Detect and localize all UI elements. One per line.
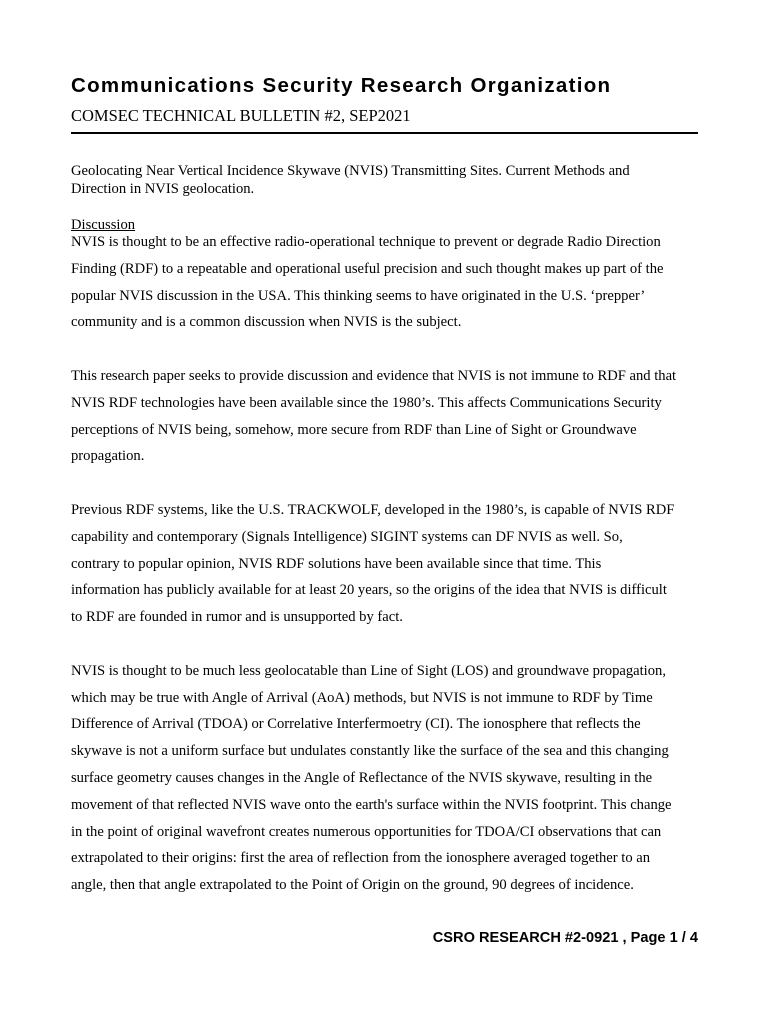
paragraph-line: NVIS is thought to be much less geolocatable than Line of Sight (LOS) and groundwave propagation, (71, 662, 666, 679)
paragraph-line: capability and contemporary (Signals Intelligence) SIGINT systems can DF NVIS as well. So, (71, 528, 623, 545)
header-divider (71, 132, 698, 134)
paragraph-line: contrary to popular opinion, NVIS RDF solutions have been available since that time. This (71, 555, 602, 572)
section-heading: Discussion (71, 217, 136, 233)
paragraph-line: Previous RDF systems, like the U.S. TRACKWOLF, developed in the 1980’s, is capable of NVIS RDF (71, 501, 675, 518)
bulletin-subtitle: COMSEC TECHNICAL BULLETIN #2, SEP2021 (71, 106, 411, 125)
paragraph-line: in the point of original wavefront creates numerous opportunities for TDOA/CI observations that can (71, 823, 662, 840)
paragraph-line: Difference of Arrival (TDOA) or Correlative Interfermoetry (CI). The ionosphere that reflects the (71, 716, 641, 733)
page-footer: CSRO RESEARCH #2-0921 , Page 1 / 4 (432, 930, 698, 946)
paragraph-line: surface geometry causes changes in the Angle of Reflectance of the NVIS skywave, resulting in the (71, 769, 653, 786)
paragraph-line: Finding (RDF) to a repeatable and operational useful precision and such thought makes up part of the (71, 260, 664, 277)
document-page (71, 0, 698, 1024)
paragraph-line: popular NVIS discussion in the USA. This thinking seems to have originated in the U.S. ‘prepper’ (71, 287, 646, 304)
paragraph-line: perceptions of NVIS being, somehow, more secure from RDF than Line of Sight or Groundwave (71, 421, 637, 438)
document-title (71, 162, 698, 198)
paragraph-line: This research paper seeks to provide discussion and evidence that NVIS is not immune to RDF and that (71, 367, 677, 384)
paragraph (71, 229, 698, 336)
paragraph-line: community and is a common discussion when NVIS is the subject. (71, 314, 462, 331)
paragraph-line: which may be true with Angle of Arrival (AoA) methods, but NVIS is not immune to RDF by Time (71, 689, 653, 706)
paragraph-line: to RDF are founded in rumor and is unsupported by fact. (71, 609, 403, 626)
paragraph (71, 363, 698, 470)
paragraph-line: extrapolated to their origins: first the area of reflection from the ionosphere averaged together to an (71, 850, 651, 867)
paragraph (71, 658, 698, 899)
paragraph-line: NVIS RDF technologies have been available since the 1980’s. This affects Communications Security (71, 394, 662, 411)
document-title-line: Direction in NVIS geolocation. (71, 181, 255, 197)
document-title-line: Geolocating Near Vertical Incidence Skywave (NVIS) Transmitting Sites. Current Methods and (71, 163, 630, 179)
organization-title: Communications Security Research Organization (71, 74, 612, 97)
paragraph-line: propagation. (71, 448, 145, 465)
document-body (71, 229, 698, 926)
paragraph-line: NVIS is thought to be an effective radio-operational technique to prevent or degrade Radio Direction (71, 234, 661, 250)
paragraph-line: movement of that reflected NVIS wave onto the earth's surface within the NVIS footprint. This change (71, 796, 672, 813)
paragraph-line: information has publicly available for at least 20 years, so the origins of the idea that NVIS is difficult (71, 582, 667, 599)
paragraph (71, 497, 698, 631)
paragraph-line: skywave is not a uniform surface but undulates constantly like the surface of the sea and this changing (71, 743, 669, 760)
paragraph-line: angle, then that angle extrapolated to the Point of Origin on the ground, 90 degrees of incidence. (71, 877, 634, 894)
